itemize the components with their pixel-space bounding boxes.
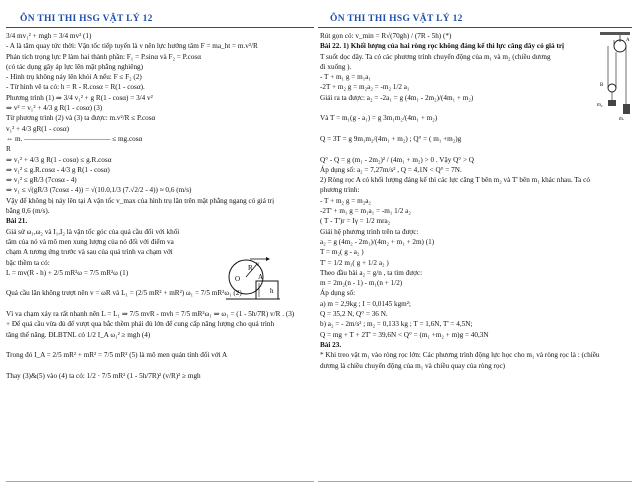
figure-label-v: v: [256, 260, 260, 268]
text-line: ⇒ v₁ ≤ √(gR/3 (7cosα - 4)) = √(10.0,1/3 (7.√2/2 - 4)) ≈ 0,6 (m/s): [6, 186, 192, 195]
text-line: -2T' + m₁ g = m₁a₁ = -m₁ 1/2 a₂: [320, 207, 411, 216]
figure-label-A: A: [258, 273, 264, 281]
text-line: Thay (3)&(5) vào (4) ta có: 1/2 · 7/5 mR² (1 - 5h/7R)² (v/R)² ≥ mgh: [6, 371, 201, 380]
text-line: Theo đầu bài a₂ = g/n , ta tìm được:: [320, 268, 423, 277]
text-line: ⇒ v₁² ≤ gR/3 (7cosα - 4): [6, 176, 77, 185]
figure-label-O: O: [235, 275, 241, 283]
text-line: b) a₂ = - 2m/s² ; m₂ = 0,133 kg ; T = 1,6N, T' = 4,5N;: [320, 320, 473, 329]
pulley-label-A: A: [626, 38, 630, 43]
right-footer-rule: [318, 481, 632, 482]
pulley-B: [608, 84, 616, 92]
text-line: - A là tâm quay tức thời: Vận tốc tiếp tuyến là v nên lực hướng tâm F = ma_ht = m.v²/R: [6, 42, 258, 51]
text-line: - T + m₂ g = m₂a₂: [320, 196, 371, 205]
text-line: Giải ra ta được: a₂ = -2a₁ = g (4m₁ - 2m₂)/(4m₁ + m₂): [320, 93, 474, 102]
pulley-system-figure: [592, 32, 634, 120]
step-cylinder-figure: [226, 255, 280, 301]
text-line: Và T = m₁(g - a₁) = g 3m₁m₂/(4m₁ + m₂): [320, 114, 438, 123]
text-line: Quả cầu lăn không trượt nên v = ωR và L₁ = (2/5 mR² + mR²) ω₁ = 7/5 mR²ω₁ (2): [6, 289, 242, 298]
text-line: Q = 35,2 N, Q° = 36 N.: [320, 310, 388, 319]
text-line: [6, 340, 312, 350]
right-header-rule: [318, 27, 632, 28]
pulley-label-B: B: [600, 83, 604, 88]
text-line: phương trình:: [320, 186, 360, 195]
text-line: Phản tích trọng lực P làm hai thành phần: F₁ = P.sinα và F₂ = P.cosα: [6, 52, 201, 61]
text-line: Từ phương trình (2) và (3) ta được: m.v²/R ≤ P.cosα: [6, 114, 156, 123]
left-column-text: [6, 31, 312, 381]
text-line: m = 2m₂(n - 1) - m₁(n + 1/2): [320, 279, 403, 288]
text-line: [6, 361, 312, 371]
text-line: T' = 1/2 m₁( g + 1/2 a₂ ): [320, 258, 389, 267]
text-line: dương là chiều chuyển động của m₁ và chiều quay của ròng rọc): [320, 361, 506, 370]
text-line: (có tác dụng gây áp lực lên mặt phẳng nghiêng): [6, 62, 144, 71]
right-page-header: ÔN THI THI HSG VẬT LÝ 12: [330, 14, 463, 24]
mass-label-m2: m₂: [597, 103, 603, 108]
text-line: đi xuống ).: [320, 62, 352, 71]
text-line: [320, 103, 632, 113]
text-line: Bài 22. 1) Khối lượng của hai ròng rọc không đáng kể thì lực căng dây có giá trị: [320, 42, 565, 51]
text-line: -2T + m₂ g = m₂a₂ = -m₂ 1/2 a₁: [320, 83, 410, 92]
text-line: Q = 3T = g 9m₁m₂/(4m₁ + m₂) ; Q° = ( m₁ +m₂)g: [320, 134, 462, 143]
figure-label-h: h: [270, 287, 274, 295]
left-header-rule: [6, 27, 314, 28]
text-line: [320, 124, 632, 134]
text-line: Rút gọn có: v_min = R√(70gh) / (7R - 5h) (*): [320, 32, 452, 40]
text-line: Q° - Q = g (m₁ - 2m₂)² / (4m₁ + m₂) > 0 . Vậy Q° > Q: [320, 155, 474, 164]
text-line: Q = mg + T + 2T' = 39,6N < Q° = (m₁ +m₂ + m)g = 40,3N: [320, 330, 489, 339]
velocity-arrow-head: [266, 257, 270, 261]
text-line: ⇒ v₁² + 4/3 g R(1 - cosα) ≤ g.R.cosα: [6, 155, 112, 164]
text-line: Áp dụng số: a₂ = 7,27m/s² , Q = 4,1N < Q° = 7N.: [320, 165, 462, 174]
text-line: chạm A tương ứng trước và sau của quả trình va chạm với: [6, 248, 173, 257]
text-line: a) m = 2,9kg ; I = 0,0145 kgm²;: [320, 299, 411, 308]
text-line: Bài 23.: [320, 340, 342, 349]
text-line: Phương trình (1) ⇒ 3/4 v₁² + g R(1 - cosα) = 3/4 v²: [6, 93, 153, 102]
text-line: ⇔ m. ———————————— ≤ mg.cosα: [6, 134, 143, 143]
left-footer-rule: [6, 481, 314, 482]
mass-m2-block: [608, 100, 616, 106]
text-line: R: [6, 145, 11, 154]
text-line: Bài 21.: [6, 217, 28, 226]
text-line: ⇒ v₁² ≤ g.R.cosα - 4/3 g R(1 - cosα): [6, 165, 110, 174]
text-line: bằng 0,6 (m/s).: [6, 207, 50, 216]
text-line: - Hình trụ không nảy lên khỏi A nếu: F ≤ F₂ (2): [6, 73, 142, 82]
text-line: ⇒ v² = v₁² + 4/3 g R(1 - cosα) (3): [6, 104, 103, 113]
text-line: [320, 144, 632, 154]
text-line: a₂ = g (4m₂ - 2m₁)/(4m₂ + m₁ + 2m) (1): [320, 237, 435, 246]
text-line: T suốt dọc dây. Ta có các phương trình chuyển động của m₁ và m₂ (chiều dương: [320, 52, 551, 61]
text-line: - T + m₁ g = m₁a₁: [320, 73, 371, 82]
text-line: 3/4 mv₁² + mgh = 3/4 mv² (1): [6, 32, 92, 40]
text-line: Trong đó I_A = 2/5 mR² + mR² = 7/5 mR² (5) là mô men quán tính đối với A: [6, 351, 228, 360]
text-line: Giải hệ phương trình trên ta được:: [320, 227, 419, 236]
mass-m1-block: [623, 104, 630, 114]
mass-label-m1: m₁: [619, 117, 625, 120]
figure-label-R: R: [248, 264, 253, 272]
text-line: T = m₂( g - a₂ ): [320, 248, 364, 257]
text-line: tâm của nó và mô men xung lượng của nó đối với điểm va: [6, 237, 174, 246]
text-line: tăng thế năng. ĐLBTNL có 1/2 I_A ω₁² ≥ mgh (4): [6, 330, 151, 339]
text-line: Vì va chạm xảy ra rất nhanh nên L = L₁ ⇒ 7/5 mvR - mvh = 7/5 mR²ω₁ ⇒ ω₁ = (1 - 5h/7R) v/R . (3): [6, 310, 295, 319]
text-line: Giả sử ω₁,ω₂ và I₁,I₂ là vận tốc góc của quả cầu đối với khối: [6, 227, 180, 236]
ceiling-bar: [600, 32, 630, 35]
text-line: Vậy để không bị nảy lên tại A vận tốc v_max của hình trụ lăn trên mặt phẳng ngang có giá trị: [6, 196, 275, 205]
left-page-header: ÔN THI THI HSG VẬT LÝ 12: [20, 14, 153, 24]
text-line: bậc thềm ta có:: [6, 258, 50, 267]
text-line: + Để quả cầu vừa đủ để vượt qua bắc thềm phải đủ lớn để cung cấp năng lượng cho quả trình: [6, 320, 275, 329]
text-line: Áp dụng số:: [320, 289, 356, 298]
text-line: 2) Ròng rọc A có khối lượng đáng kể thì các lực căng T bên m₂ và T' bên m₁ khác nhau. Ta có: [320, 176, 590, 185]
text-line: * Khi treo vật m₁ vào ròng rọc lớn: Các phương trình động lực học cho m₁ và ròng rọc là : (chiều: [320, 351, 600, 360]
text-line: L = mv(R - h) + 2/5 mR²ω = 7/5 mR²ω (1): [6, 268, 129, 277]
text-line: ( T - T')r = Iγ = 1/2 mra₂: [320, 217, 391, 226]
text-line: - Từ hình vẽ ta có: h = R - R.cosα = R(1 - cosα).: [6, 83, 145, 92]
right-column-text: [320, 31, 632, 371]
text-line: v₁² + 4/3 gR(1 - cosα): [6, 124, 69, 133]
